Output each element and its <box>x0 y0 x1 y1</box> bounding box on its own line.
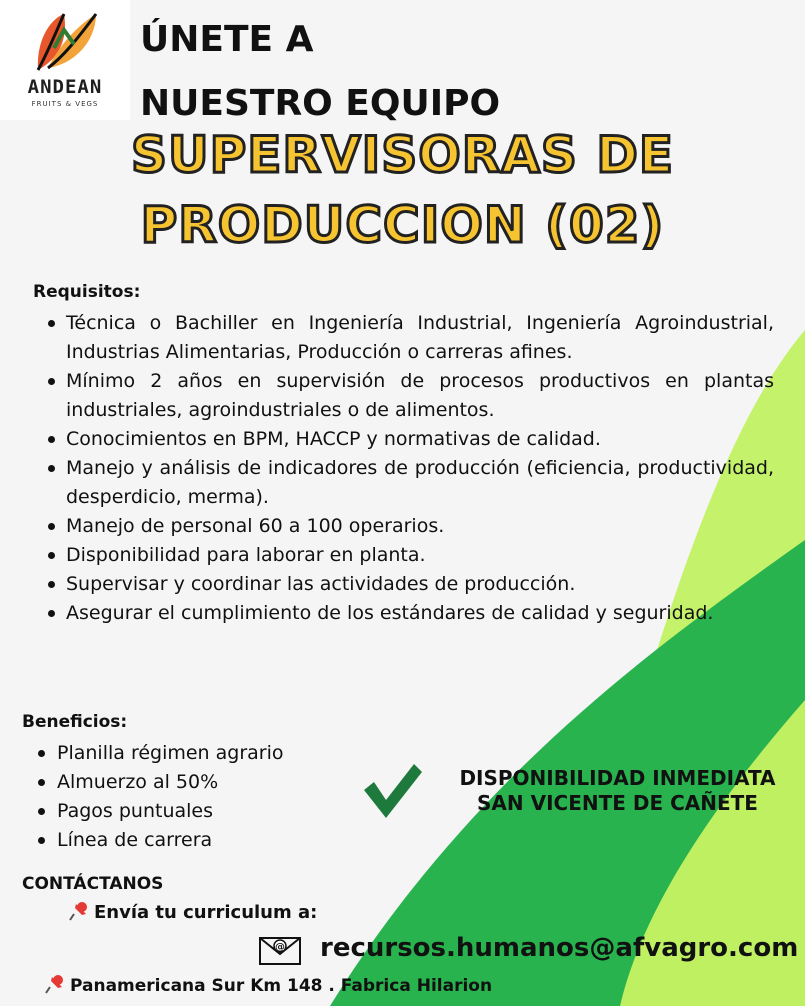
list-item: Pagos puntuales <box>38 797 284 826</box>
svg-text:@: @ <box>275 942 285 953</box>
list-item: Manejo y análisis de indicadores de producción (eficiencia, productividad, desperdicio, merma). <box>48 454 774 512</box>
address-text: Panamericana Sur Km 148 . Fabrica Hilarion <box>70 976 493 996</box>
email-link[interactable]: recursos.humanos@afvagro.com <box>320 933 799 963</box>
list-item: Planilla régimen agrario <box>38 739 284 768</box>
headline <box>140 8 500 136</box>
requirements-list <box>48 309 774 628</box>
send-cv-text: Envía tu curriculum a: <box>94 902 318 923</box>
contact-label: CONTÁCTANOS <box>22 874 164 894</box>
availability-note <box>440 766 795 816</box>
pushpin-icon <box>68 900 90 922</box>
list-item: Supervisar y coordinar las actividades de producción. <box>48 570 774 599</box>
send-cv-line <box>68 900 317 923</box>
headline-line2: NUESTRO EQUIPO <box>140 83 501 124</box>
check-icon <box>362 760 424 820</box>
list-item: Manejo de personal 60 a 100 operarios. <box>48 512 774 541</box>
list-item: Asegurar el cumplimiento de los estándares de calidad y seguridad. <box>48 599 774 628</box>
benefits-label: Beneficios: <box>22 712 128 732</box>
logo-tagline: FRUITS & VEGS <box>31 100 99 108</box>
pushpin-icon <box>44 973 66 995</box>
andean-logo <box>0 0 130 120</box>
list-item: Línea de carrera <box>38 826 284 855</box>
job-title-line2: PRODUCCION (02) <box>140 196 665 254</box>
availability-line1: DISPONIBILIDAD INMEDIATA <box>459 766 776 790</box>
list-item: Conocimientos en BPM, HACCP y normativas de calidad. <box>48 425 774 454</box>
envelope-icon <box>258 932 302 966</box>
requirements-label: Requisitos: <box>33 282 141 302</box>
availability-line2: SAN VICENTE DE CAÑETE <box>477 791 758 815</box>
list-item: Técnica o Bachiller en Ingeniería Industrial, Ingeniería Agroindustrial, Industrias Alimentarias, Producción o carreras afines. <box>48 309 774 367</box>
job-title-line1: SUPERVISORAS DE <box>130 126 674 184</box>
headline-line1: ÚNETE A <box>140 19 314 60</box>
leaf-logo-icon <box>34 8 98 76</box>
logo-wordmark: ANDEAN <box>27 76 103 98</box>
list-item: Almuerzo al 50% <box>38 768 284 797</box>
list-item: Disponibilidad para laborar en planta. <box>48 541 774 570</box>
benefits-list <box>38 739 284 855</box>
list-item: Mínimo 2 años en supervisión de procesos productivos en plantas industriales, agroindustriales o de alimentos. <box>48 367 774 425</box>
address-line <box>44 973 492 996</box>
